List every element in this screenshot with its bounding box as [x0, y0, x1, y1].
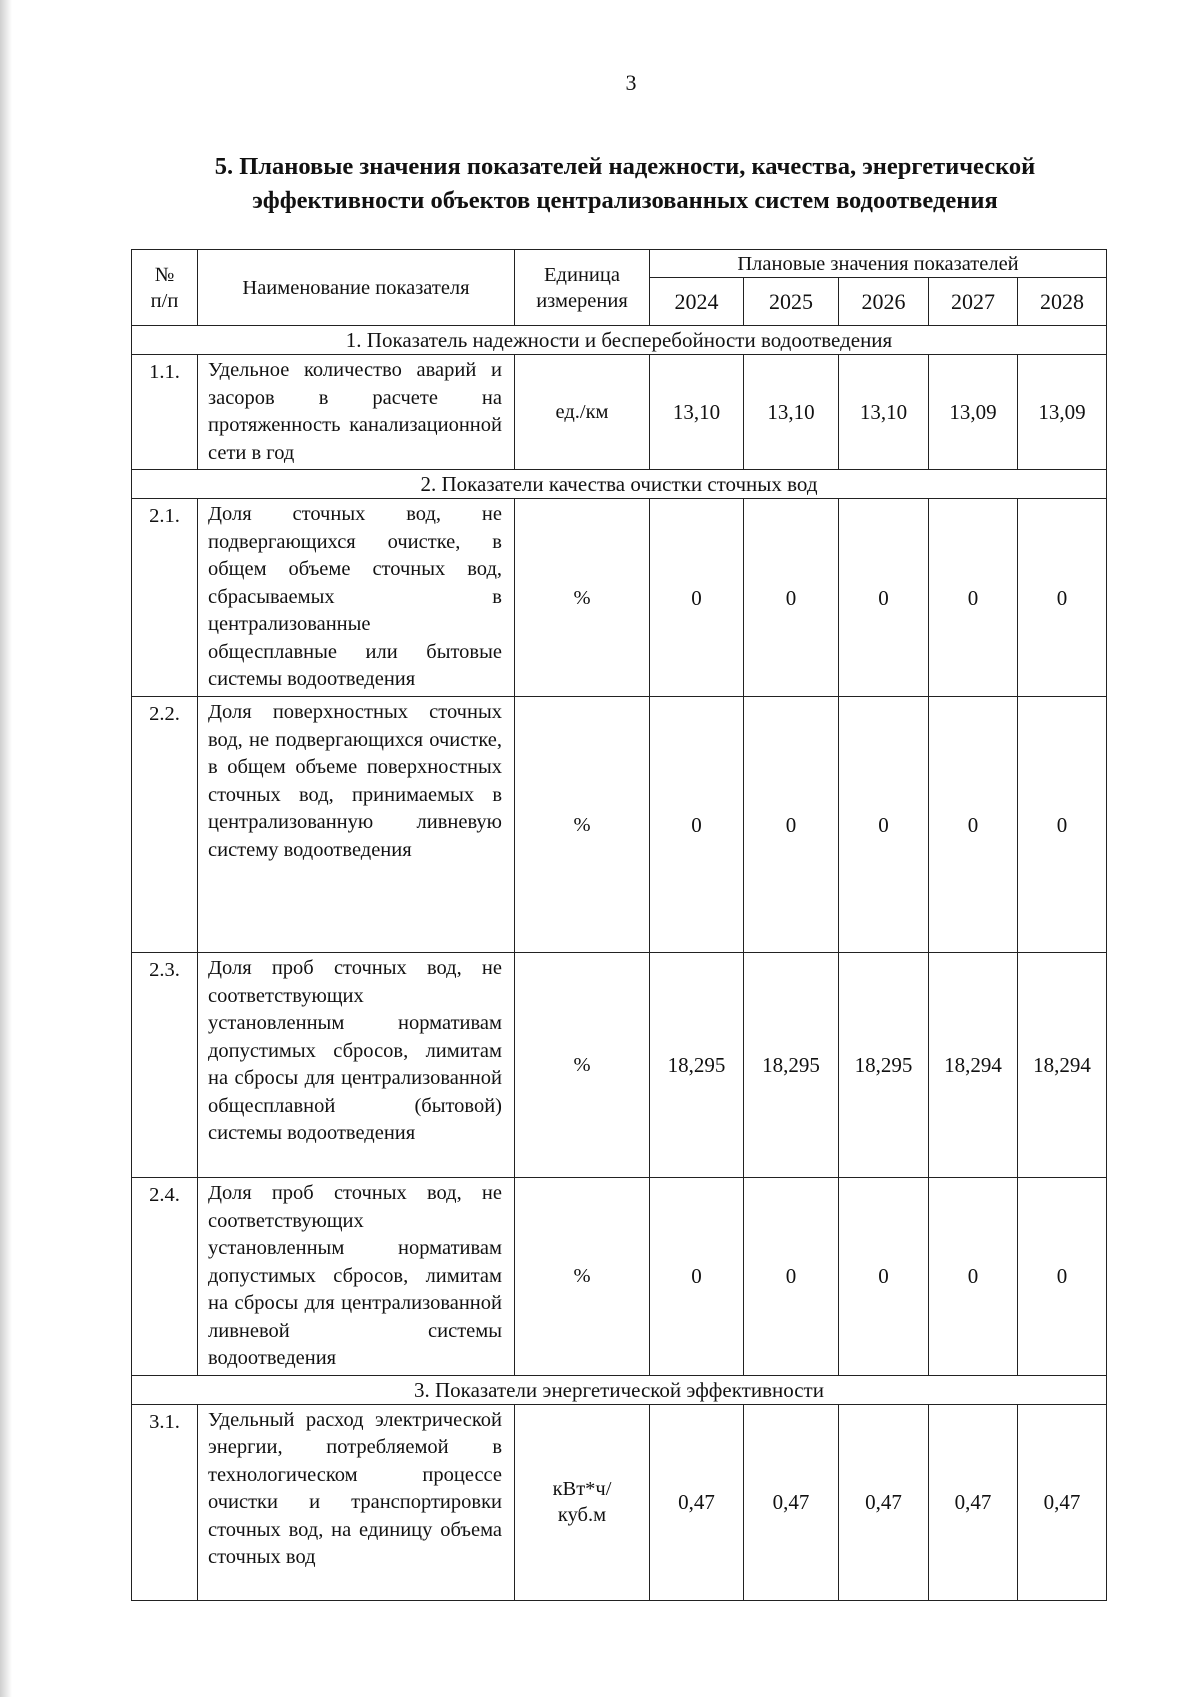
indicator-name: Доля сточных вод, не подвергающихся очистке, в общем объеме сточных вод, сбрасываемых в централизованные общесплавные или бытовые системы водоотведения: [198, 499, 515, 697]
section-row: [132, 1375, 1107, 1404]
value-cell: 13,09: [1018, 355, 1107, 470]
value-cell: 0,47: [839, 1404, 929, 1600]
title-line-1: 5. Плановые значения показателей надежности, качества, энергетической: [214, 153, 1036, 180]
header-year: 2026: [839, 278, 929, 326]
value-cell: 0: [929, 697, 1018, 953]
row-number: 2.3.: [132, 953, 198, 1178]
table-row: [132, 953, 1107, 1178]
value-cell: 0: [1018, 1178, 1107, 1376]
value-cell: 0: [744, 1178, 839, 1376]
value-cell: 13,09: [929, 355, 1018, 470]
header-year: 2025: [744, 278, 839, 326]
unit-cell: %: [515, 499, 650, 697]
unit-cell: кВт*ч/ куб.м: [515, 1404, 650, 1600]
section-title: 3. Показатели энергетической эффективности: [132, 1375, 1107, 1404]
indicators-table: [131, 249, 1107, 1601]
scan-edge-shadow: [0, 0, 12, 1697]
header-planned-values: Плановые значения показателей: [650, 250, 1107, 278]
table-row: [132, 697, 1107, 953]
value-cell: 0,47: [929, 1404, 1018, 1600]
indicator-name: Доля поверхностных сточных вод, не подвергающихся очистке, в общем объеме поверхностных сточных вод, принимаемых в централизованную ливневую систему водоотведения: [198, 697, 515, 953]
section-title: 1. Показатель надежности и бесперебойности водоотведения: [132, 326, 1107, 355]
indicator-name: Доля проб сточных вод, не соответствующих установленным нормативам допустимых сбросов, лимитам на сбросы для централизованной ливневой системы водоотведения: [198, 1178, 515, 1376]
value-cell: 0: [929, 1178, 1018, 1376]
table-row: [132, 355, 1107, 470]
value-cell: 0: [929, 499, 1018, 697]
unit-cell: %: [515, 1178, 650, 1376]
value-cell: 0: [650, 697, 744, 953]
value-cell: 0: [1018, 697, 1107, 953]
value-cell: 18,295: [839, 953, 929, 1178]
header-year: 2024: [650, 278, 744, 326]
table-row: [132, 1178, 1107, 1376]
section-row: [132, 470, 1107, 499]
value-cell: 0: [839, 499, 929, 697]
row-number: 2.2.: [132, 697, 198, 953]
indicator-name: Доля проб сточных вод, не соответствующих установленным нормативам допустимых сбросов, лимитам на сбросы для централизованной общесплавной (бытовой) системы водоотведения: [198, 953, 515, 1178]
row-number: 1.1.: [132, 355, 198, 470]
value-cell: 13,10: [650, 355, 744, 470]
value-cell: 18,295: [650, 953, 744, 1178]
indicator-name: Удельный расход электрической энергии, потребляемой в технологическом процессе очистки и транспортировки сточных вод, на единицу объема сточных вод: [198, 1404, 515, 1600]
value-cell: 0: [744, 697, 839, 953]
row-number: 2.4.: [132, 1178, 198, 1376]
header-year: 2027: [929, 278, 1018, 326]
section-row: [132, 326, 1107, 355]
header-unit: Единица измерения: [515, 250, 650, 326]
value-cell: 0,47: [1018, 1404, 1107, 1600]
value-cell: 0: [839, 1178, 929, 1376]
table-row: [132, 1404, 1107, 1600]
unit-cell: %: [515, 953, 650, 1178]
value-cell: 0: [1018, 499, 1107, 697]
indicator-name: Удельное количество аварий и засоров в расчете на протяженность канализационной сети в год: [198, 355, 515, 470]
value-cell: 0,47: [650, 1404, 744, 1600]
title-line-2: эффективности объектов централизованных систем водоотведения: [252, 187, 998, 214]
unit-cell: %: [515, 697, 650, 953]
value-cell: 0: [839, 697, 929, 953]
unit-cell: ед./км: [515, 355, 650, 470]
row-number: 3.1.: [132, 1404, 198, 1600]
value-cell: 13,10: [744, 355, 839, 470]
header-num: № п/п: [132, 250, 198, 326]
table-row: [132, 499, 1107, 697]
value-cell: 0: [650, 499, 744, 697]
document-title: [140, 150, 1110, 218]
value-cell: 18,294: [1018, 953, 1107, 1178]
header-year: 2028: [1018, 278, 1107, 326]
value-cell: 0: [744, 499, 839, 697]
section-title: 2. Показатели качества очистки сточных вод: [132, 470, 1107, 499]
value-cell: 18,294: [929, 953, 1018, 1178]
page-number: 3: [625, 70, 637, 95]
header-name: Наименование показателя: [198, 250, 515, 326]
value-cell: 0,47: [744, 1404, 839, 1600]
row-number: 2.1.: [132, 499, 198, 697]
value-cell: 0: [650, 1178, 744, 1376]
value-cell: 18,295: [744, 953, 839, 1178]
value-cell: 13,10: [839, 355, 929, 470]
